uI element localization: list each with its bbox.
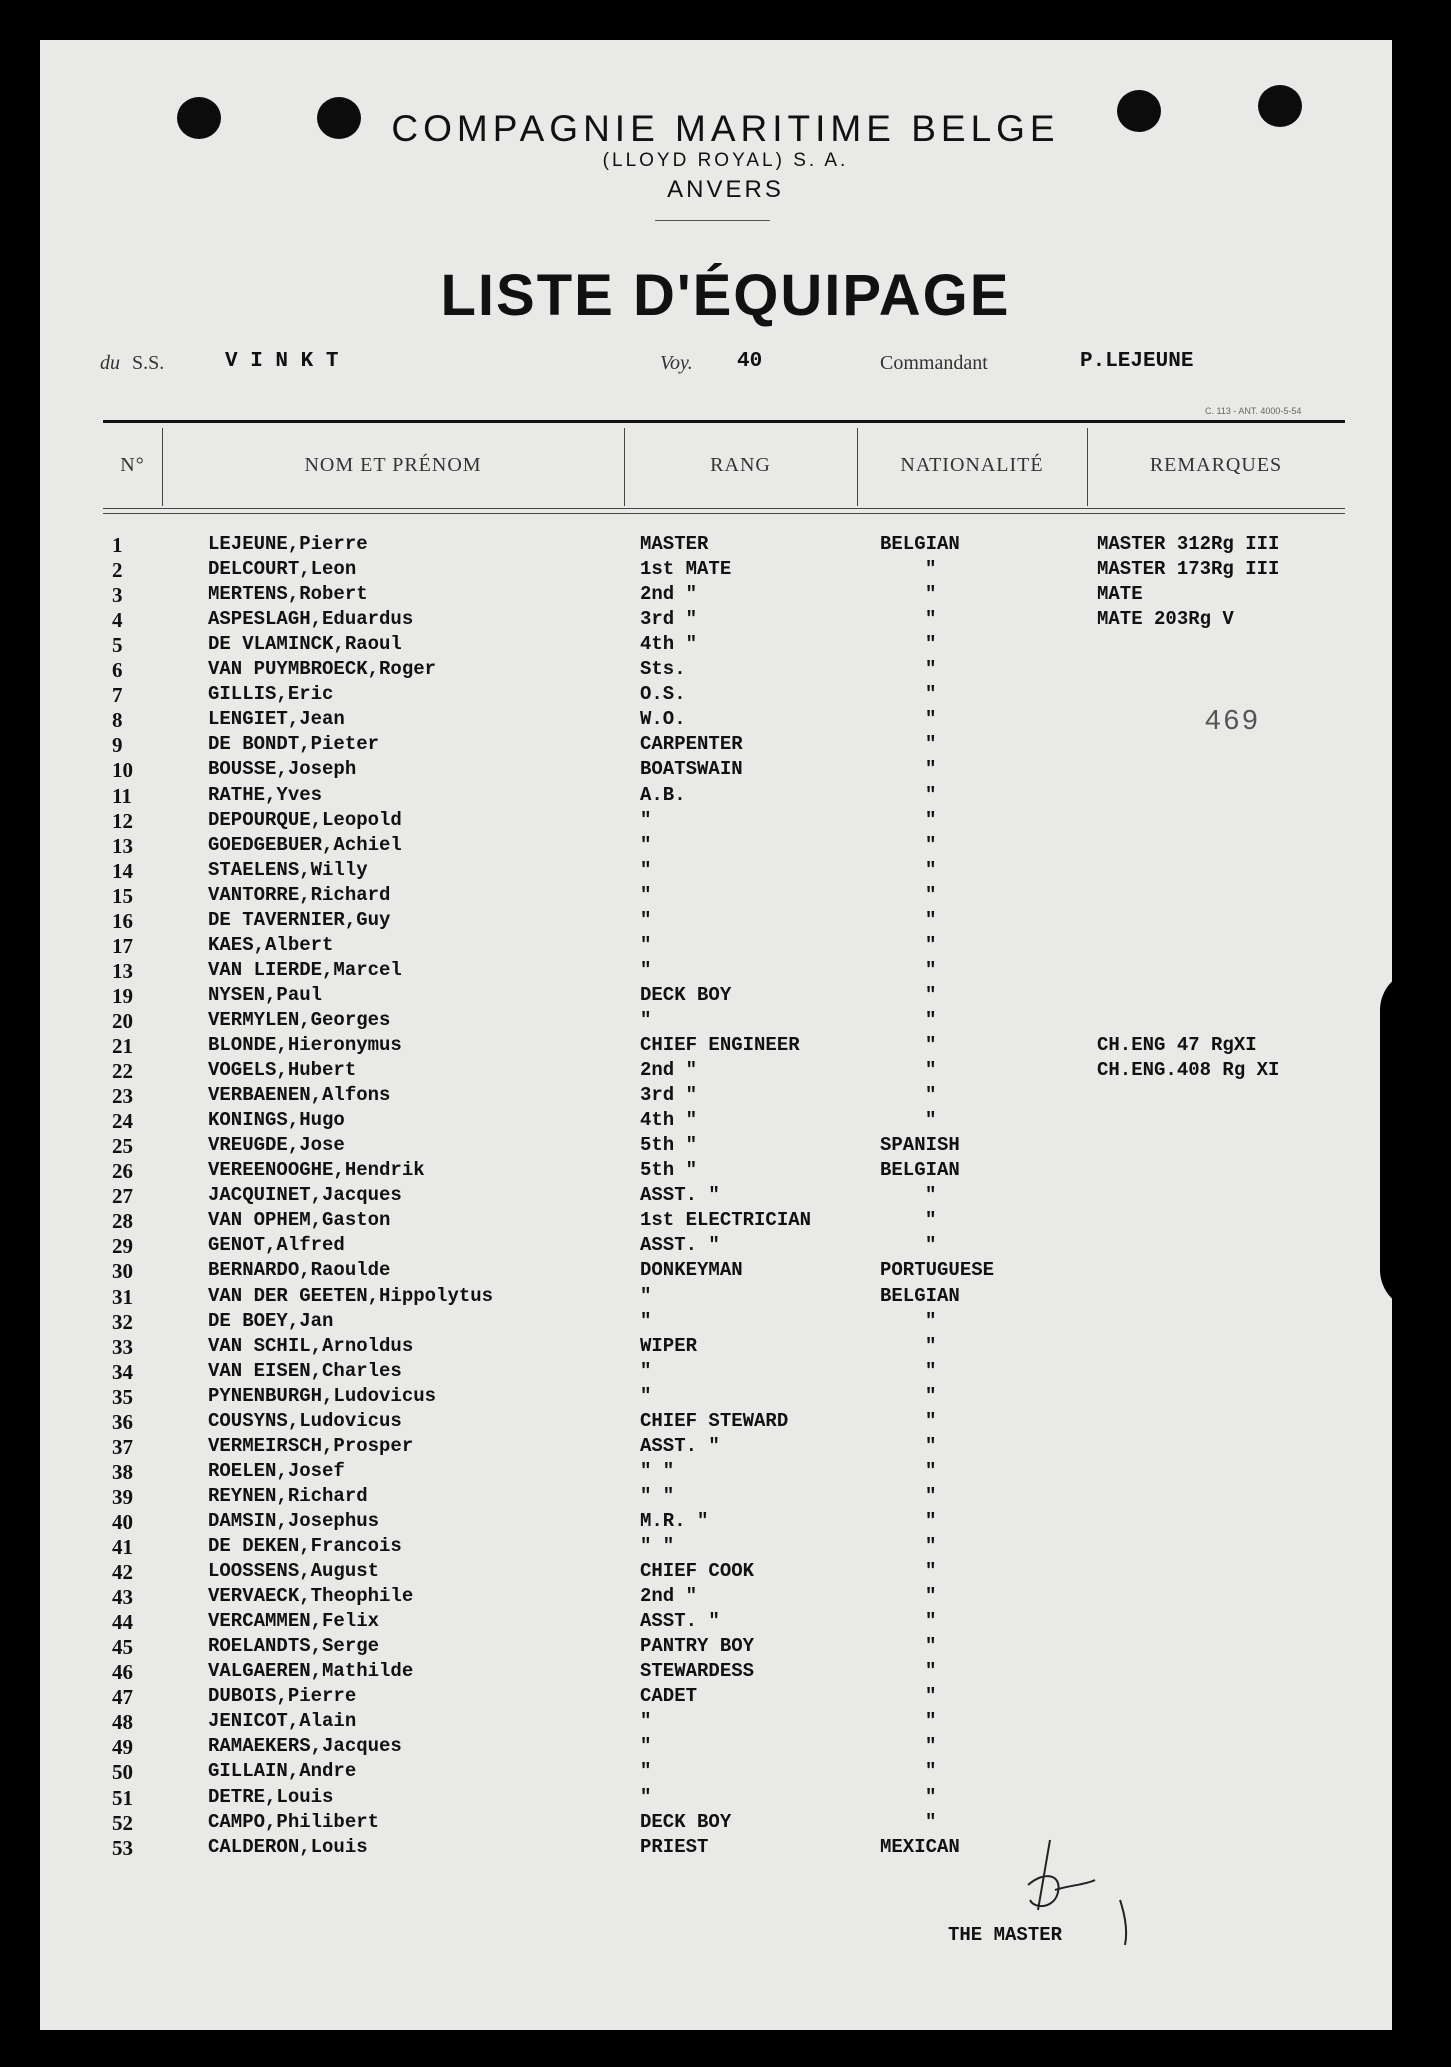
crew-name: VOGELS,Hubert (208, 1059, 357, 1082)
table-row (0, 633, 1451, 658)
crew-name: VERMYLEN,Georges (208, 1008, 391, 1031)
crew-rank: " (640, 1760, 652, 1783)
crew-rank: " (640, 1710, 652, 1733)
crew-name: VAN SCHIL,Arnoldus (208, 1334, 414, 1357)
crew-number: 44 (112, 1610, 133, 1635)
crew-rank: A.B. (640, 783, 686, 806)
crew-rank: CHIEF STEWARD (640, 1409, 789, 1432)
crew-name: ASPESLAGH,Eduardus (208, 608, 414, 631)
crew-rank: 3rd " (640, 1084, 698, 1107)
crew-rank: PRIEST (640, 1835, 709, 1858)
crew-nationality: BELGIAN (880, 1284, 960, 1307)
crew-rank: 1st MATE (640, 558, 732, 581)
crew-nationality: " (925, 1509, 937, 1532)
crew-number: 28 (112, 1209, 133, 1234)
crew-rank: 5th " (640, 1134, 698, 1157)
crew-rank: ASST. " (640, 1184, 720, 1207)
document-title: LISTE D'ÉQUIPAGE (440, 263, 1011, 328)
crew-name: GILLAIN,Andre (208, 1760, 357, 1783)
table-row (0, 909, 1451, 934)
crew-nationality: " (925, 883, 937, 906)
crew-number: 13 (112, 833, 133, 858)
crew-name: GILLIS,Eric (208, 683, 334, 706)
crew-name: DUBOIS,Pierre (208, 1685, 357, 1708)
crew-number: 17 (112, 933, 133, 958)
table-row (0, 784, 1451, 809)
table-row (0, 1510, 1451, 1535)
table-row (0, 1134, 1451, 1159)
crew-rank: 4th " (640, 633, 698, 656)
crew-name: DE TAVERNIER,Guy (208, 908, 391, 931)
crew-nationality: " (925, 733, 937, 756)
table-row (0, 1535, 1451, 1560)
crew-number: 10 (112, 758, 133, 783)
crew-rank: " (640, 808, 652, 831)
crew-number: 24 (112, 1109, 133, 1134)
crew-remarks: CH.ENG.408 Rg XI (1097, 1059, 1280, 1082)
crew-remarks: CH.ENG 47 RgXI (1097, 1034, 1257, 1056)
crew-rank: 2nd " (640, 583, 698, 606)
crew-nationality: " (925, 1535, 937, 1557)
table-row (0, 1059, 1451, 1084)
crew-number: 38 (112, 1459, 133, 1484)
crew-nationality: " (925, 1309, 937, 1332)
crew-nationality: " (925, 1184, 937, 1207)
crew-nationality: " (925, 1209, 937, 1232)
crew-number: 39 (112, 1484, 133, 1509)
crew-name: ROELANDTS,Serge (208, 1635, 380, 1658)
crew-number: 42 (112, 1560, 133, 1585)
crew-name: VANTORRE,Richard (208, 883, 391, 906)
crew-rank: 5th " (640, 1159, 698, 1182)
col-header-name: NOM ET PRÉNOM (304, 454, 482, 476)
col-header-nationality: NATIONALITÉ (900, 454, 1044, 476)
table-row (0, 583, 1451, 608)
crew-nationality: " (925, 1008, 937, 1031)
crew-rank: 4th " (640, 1109, 698, 1132)
crew-nationality: " (925, 1034, 937, 1056)
table-row (0, 1285, 1451, 1310)
crew-nationality: " (925, 1434, 937, 1457)
table-row (0, 1209, 1451, 1234)
crew-number: 51 (112, 1785, 133, 1810)
table-row (0, 1685, 1451, 1710)
crew-name: VAN PUYMBROECK,Roger (208, 658, 437, 681)
crew-nationality: " (925, 658, 937, 681)
crew-name: KONINGS,Hugo (208, 1109, 345, 1132)
crew-number: 5 (112, 633, 123, 658)
crew-nationality: " (925, 1760, 937, 1783)
table-row (0, 1335, 1451, 1360)
crew-rank: " (640, 958, 652, 981)
crew-name: STAELENS,Willy (208, 858, 368, 881)
crew-number: 30 (112, 1259, 133, 1284)
crew-number: 52 (112, 1810, 133, 1835)
voy-label: Voy. (660, 352, 693, 374)
table-row (0, 859, 1451, 884)
crew-nationality: " (925, 1459, 937, 1482)
crew-name: LENGIET,Jean (208, 708, 345, 731)
table-row (0, 1435, 1451, 1460)
crew-name: DETRE,Louis (208, 1785, 334, 1808)
crew-nationality: " (925, 758, 937, 781)
crew-name: VAN EISEN,Charles (208, 1359, 402, 1382)
company-subtitle: (LLOYD ROYAL) S. A. (602, 150, 849, 171)
crew-number: 23 (112, 1084, 133, 1109)
crew-number: 20 (112, 1008, 133, 1033)
table-row (0, 1184, 1451, 1209)
crew-number: 29 (112, 1234, 133, 1259)
table-row (0, 1485, 1451, 1510)
table-row (0, 934, 1451, 959)
table-header-rule (103, 508, 1345, 509)
table-row (0, 1660, 1451, 1685)
crew-rank: O.S. (640, 683, 686, 706)
crew-number: 2 (112, 558, 123, 583)
crew-nationality: " (925, 1660, 937, 1683)
crew-number: 35 (112, 1384, 133, 1409)
crew-name: CAMPO,Philibert (208, 1810, 380, 1833)
table-row (0, 959, 1451, 984)
crew-number: 49 (112, 1735, 133, 1760)
crew-remarks: MATE (1097, 583, 1143, 606)
crew-number: 12 (112, 808, 133, 833)
crew-rank: " (640, 933, 652, 956)
crew-nationality: " (925, 1635, 937, 1658)
crew-nationality: " (925, 558, 937, 581)
crew-nationality: " (925, 1810, 937, 1833)
crew-nationality: MEXICAN (880, 1835, 960, 1858)
crew-nationality: " (925, 858, 937, 881)
crew-name: VERCAMMEN,Felix (208, 1610, 380, 1633)
table-row (0, 1836, 1451, 1861)
table-row (0, 984, 1451, 1009)
crew-nationality: " (925, 783, 937, 806)
crew-rank: " (640, 1384, 652, 1407)
table-top-rule (103, 420, 1345, 423)
crew-nationality: SPANISH (880, 1134, 960, 1157)
crew-nationality: " (925, 1384, 937, 1407)
crew-name: MERTENS,Robert (208, 583, 368, 606)
crew-name: LEJEUNE,Pierre (208, 533, 368, 555)
crew-nationality: " (925, 1059, 937, 1082)
crew-rank: " " (640, 1484, 675, 1507)
crew-name: VERMEIRSCH,Prosper (208, 1434, 414, 1457)
company-name: COMPAGNIE MARITIME BELGE (391, 108, 1060, 149)
crew-nationality: " (925, 1710, 937, 1733)
crew-name: CALDERON,Louis (208, 1835, 368, 1858)
divider (655, 220, 770, 221)
table-row (0, 1635, 1451, 1660)
crew-nationality: PORTUGUESE (880, 1259, 995, 1282)
crew-nationality: " (925, 1585, 937, 1608)
crew-name: RAMAEKERS,Jacques (208, 1735, 402, 1758)
du-label: du (100, 352, 120, 374)
crew-rank: CHIEF ENGINEER (640, 1034, 800, 1056)
crew-number: 3 (112, 583, 123, 608)
crew-number: 32 (112, 1309, 133, 1334)
table-row (0, 1084, 1451, 1109)
crew-number: 8 (112, 708, 123, 733)
crew-nationality: BELGIAN (880, 533, 960, 555)
crew-nationality: " (925, 1560, 937, 1583)
crew-number: 37 (112, 1434, 133, 1459)
table-row (0, 1385, 1451, 1410)
table-row (0, 1034, 1451, 1059)
table-row (0, 1735, 1451, 1760)
crew-number: 6 (112, 658, 123, 683)
table-row (0, 1009, 1451, 1034)
crew-number: 33 (112, 1334, 133, 1359)
crew-nationality: " (925, 608, 937, 631)
table-row (0, 1310, 1451, 1335)
crew-nationality: " (925, 1409, 937, 1432)
crew-number: 36 (112, 1409, 133, 1434)
table-row (0, 884, 1451, 909)
crew-name: DAMSIN,Josephus (208, 1509, 380, 1532)
crew-name: COUSYNS,Ludovicus (208, 1409, 402, 1432)
table-row (0, 758, 1451, 783)
crew-name: DELCOURT,Leon (208, 558, 357, 581)
crew-nationality: " (925, 808, 937, 831)
table-row (0, 1234, 1451, 1259)
signature-caption: THE MASTER (948, 1924, 1063, 1946)
table-row (0, 608, 1451, 633)
table-row (0, 1585, 1451, 1610)
crew-rank: " (640, 1359, 652, 1382)
col-header-no: N° (120, 454, 145, 476)
company-city: ANVERS (667, 176, 784, 203)
crew-nationality: BELGIAN (880, 1159, 960, 1182)
crew-number: 21 (112, 1034, 133, 1058)
table-row (0, 533, 1451, 558)
crew-number: 9 (112, 733, 123, 758)
crew-number: 7 (112, 683, 123, 708)
crew-number: 43 (112, 1585, 133, 1610)
crew-name: LOOSSENS,August (208, 1560, 380, 1583)
crew-rank: CHIEF COOK (640, 1560, 755, 1583)
crew-number: 26 (112, 1159, 133, 1184)
crew-nationality: " (925, 1685, 937, 1708)
col-header-remarks: REMARQUES (1149, 454, 1283, 476)
crew-remarks: MASTER 312Rg III (1097, 533, 1280, 555)
table-row (0, 733, 1451, 758)
crew-rank: " (640, 1309, 652, 1332)
crew-number: 14 (112, 858, 133, 883)
crew-name: BLONDE,Hieronymus (208, 1034, 402, 1056)
table-row (0, 1410, 1451, 1435)
ship-type: S.S. (132, 352, 165, 374)
crew-name: DE BONDT,Pieter (208, 733, 380, 756)
crew-name: JACQUINET,Jacques (208, 1184, 402, 1207)
commandant-label: Commandant (880, 352, 988, 374)
table-row (0, 1259, 1451, 1284)
table-row (0, 809, 1451, 834)
crew-number: 40 (112, 1509, 133, 1534)
crew-rank: M.R. " (640, 1509, 709, 1532)
table-header-rule (103, 513, 1345, 514)
table-row (0, 834, 1451, 859)
stamp-number: 469 (1205, 704, 1261, 735)
crew-number: 41 (112, 1535, 133, 1559)
crew-nationality: " (925, 958, 937, 981)
crew-number: 25 (112, 1134, 133, 1159)
crew-number: 1 (112, 533, 123, 557)
crew-name: JENICOT,Alain (208, 1710, 357, 1733)
crew-name: VERVAECK,Theophile (208, 1585, 414, 1608)
crew-number: 46 (112, 1660, 133, 1685)
table-row (0, 1610, 1451, 1635)
crew-rank: " (640, 1008, 652, 1031)
crew-rank: WIPER (640, 1334, 698, 1357)
voy-number: 40 (737, 350, 763, 373)
crew-number: 31 (112, 1284, 133, 1309)
crew-rank: CADET (640, 1685, 698, 1708)
crew-nationality: " (925, 1084, 937, 1107)
crew-name: RATHE,Yves (208, 783, 323, 806)
crew-nationality: " (925, 1735, 937, 1758)
table-row (0, 1786, 1451, 1811)
crew-rank: " " (640, 1535, 675, 1557)
crew-rank: PANTRY BOY (640, 1635, 755, 1658)
crew-rank: " (640, 883, 652, 906)
crew-nationality: " (925, 1484, 937, 1507)
table-row (0, 1360, 1451, 1385)
crew-number: 16 (112, 908, 133, 933)
crew-name: DEPOURQUE,Leopold (208, 808, 402, 831)
crew-rank: " (640, 1284, 652, 1307)
crew-rank: ASST. " (640, 1434, 720, 1457)
crew-rank: DECK BOY (640, 983, 732, 1006)
crew-name: VAN OPHEM,Gaston (208, 1209, 391, 1232)
crew-name: DE DEKEN,Francois (208, 1535, 402, 1557)
crew-nationality: " (925, 583, 937, 606)
crew-rank: Sts. (640, 658, 686, 681)
crew-name: GOEDGEBUER,Achiel (208, 833, 402, 856)
crew-rank: ASST. " (640, 1610, 720, 1633)
table-row (0, 1460, 1451, 1485)
table-row (0, 1811, 1451, 1836)
crew-number: 19 (112, 983, 133, 1008)
crew-number: 45 (112, 1635, 133, 1660)
crew-rank: STEWARDESS (640, 1660, 755, 1683)
crew-nationality: " (925, 833, 937, 856)
crew-rank: " (640, 1735, 652, 1758)
crew-rank: " (640, 858, 652, 881)
crew-name: KAES,Albert (208, 933, 334, 956)
crew-name: BERNARDO,Raoulde (208, 1259, 391, 1282)
crew-name: REYNEN,Richard (208, 1484, 368, 1507)
crew-number: 15 (112, 883, 133, 908)
crew-name: VEREENOOGHE,Hendrik (208, 1159, 425, 1182)
table-row (0, 1760, 1451, 1785)
crew-nationality: " (925, 1109, 937, 1132)
crew-nationality: " (925, 1785, 937, 1808)
col-header-rank: RANG (710, 454, 771, 476)
crew-rank: " (640, 1785, 652, 1808)
crew-remarks: MATE 203Rg V (1097, 608, 1234, 631)
crew-rank: W.O. (640, 708, 686, 731)
ship-name: V I N K T (225, 350, 339, 373)
crew-rank: MASTER (640, 533, 709, 555)
crew-rank: BOATSWAIN (640, 758, 743, 781)
crew-rank: 3rd " (640, 608, 698, 631)
crew-rank: CARPENTER (640, 733, 743, 756)
crew-name: NYSEN,Paul (208, 983, 323, 1006)
crew-name: DE BOEY,Jan (208, 1309, 334, 1332)
crew-number: 50 (112, 1760, 133, 1785)
crew-rank: DECK BOY (640, 1810, 732, 1833)
crew-name: VREUGDE,Jose (208, 1134, 345, 1157)
crew-nationality: " (925, 1610, 937, 1633)
crew-nationality: " (925, 1234, 937, 1257)
table-row (0, 658, 1451, 683)
crew-rank: 2nd " (640, 1059, 698, 1082)
crew-nationality: " (925, 933, 937, 956)
crew-number: 11 (112, 783, 132, 808)
crew-nationality: " (925, 708, 937, 731)
commandant-name: P.LEJEUNE (1080, 350, 1194, 373)
crew-name: DE VLAMINCK,Raoul (208, 633, 402, 656)
crew-name: PYNENBURGH,Ludovicus (208, 1384, 437, 1407)
crew-nationality: " (925, 1334, 937, 1357)
crew-nationality: " (925, 633, 937, 656)
table-row (0, 1710, 1451, 1735)
crew-name: VERBAENEN,Alfons (208, 1084, 391, 1107)
form-reference: C. 113 - ANT. 4000-5-54 (1205, 406, 1302, 416)
crew-name: VALGAEREN,Mathilde (208, 1660, 414, 1683)
crew-rank: 1st ELECTRICIAN (640, 1209, 812, 1232)
table-row (0, 1109, 1451, 1134)
crew-number: 22 (112, 1059, 133, 1084)
crew-number: 48 (112, 1710, 133, 1735)
crew-nationality: " (925, 683, 937, 706)
crew-name: ROELEN,Josef (208, 1459, 345, 1482)
crew-nationality: " (925, 1359, 937, 1382)
crew-rank: 2nd " (640, 1585, 698, 1608)
crew-number: 27 (112, 1184, 133, 1209)
crew-rank: " (640, 833, 652, 856)
crew-number: 4 (112, 608, 123, 633)
crew-name: VAN DER GEETEN,Hippolytus (208, 1284, 494, 1307)
table-row (0, 1560, 1451, 1585)
crew-name: BOUSSE,Joseph (208, 758, 357, 781)
crew-name: GENOT,Alfred (208, 1234, 345, 1257)
crew-number: 47 (112, 1685, 133, 1710)
crew-rank: ASST. " (640, 1234, 720, 1257)
crew-rank: DONKEYMAN (640, 1259, 743, 1282)
crew-number: 34 (112, 1359, 133, 1384)
crew-name: VAN LIERDE,Marcel (208, 958, 402, 981)
crew-number: 13 (112, 958, 133, 983)
crew-nationality: " (925, 983, 937, 1006)
crew-rank: " " (640, 1459, 675, 1482)
crew-number: 53 (112, 1835, 133, 1860)
crew-nationality: " (925, 908, 937, 931)
crew-rank: " (640, 908, 652, 931)
crew-remarks: MASTER 173Rg III (1097, 558, 1280, 581)
table-row (0, 558, 1451, 583)
table-row (0, 1159, 1451, 1184)
